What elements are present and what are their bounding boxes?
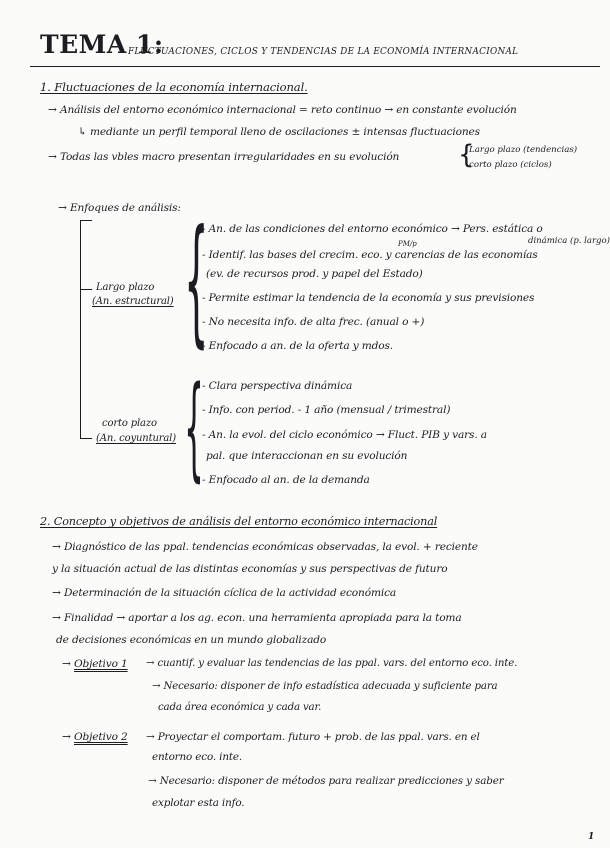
s1-line-3: → Todas las vbles macro presentan irregularidades en su evolución: [48, 151, 400, 163]
long-item-4: - No necesita info. de alta frec. (anual o +): [202, 316, 425, 328]
objective1-arrow: →: [62, 658, 71, 670]
long-term-sublabel: (An. estructural): [92, 296, 174, 307]
objective2-line-1: → Proyectar el comportam. futuro + prob. de las ppal. vars. en el: [146, 731, 480, 743]
tree-long-branch: [80, 289, 92, 290]
short-item-2: - Info. con period. - 1 año (mensual / trimestral): [202, 404, 451, 416]
tree-trunk: [80, 220, 81, 438]
objective1-label: Objetivo 1: [74, 658, 128, 670]
tree-short-branch: [80, 438, 92, 439]
long-item-2: - Identif. las bases del crecim. eco. y carencias de las economías: [202, 249, 538, 261]
objective1-line-1: → cuantif. y evaluar las tendencias de las ppal. vars. del entorno eco. inte.: [146, 658, 518, 669]
s2-line-5: de decisiones económicas en un mundo globalizado: [56, 634, 327, 646]
page-number: 1: [588, 832, 595, 842]
s1-line-2: ↳ mediante un perfil temporal lleno de oscilaciones ± intensas fluctuaciones: [78, 126, 480, 138]
long-item-3: - Permite estimar la tendencia de la economía y sus previsiones: [202, 292, 535, 304]
long-item-2b: (ev. de recursos prod. y papel del Estado): [206, 268, 423, 280]
objective2-line-2: entorno eco. inte.: [152, 751, 243, 763]
page-title: TEMA 1:: [40, 30, 164, 59]
short-term-sublabel: (An. coyuntural): [96, 433, 176, 444]
brace-label-short: corto plazo (ciclos): [469, 160, 552, 170]
short-item-4: - Enfocado al an. de la demanda: [202, 474, 370, 486]
tree-top-branch: [80, 220, 92, 221]
long-item-5: - Enfocado a an. de la oferta y mdos.: [202, 340, 394, 352]
objective1-line-3: cada área económica y cada var.: [158, 702, 322, 713]
long-item-1b: dinámica (p. largo): [528, 236, 610, 246]
long-term-brace-icon: {: [184, 200, 209, 361]
objective2-line-3: → Necesario: disponer de métodos para realizar predicciones y saber: [148, 775, 504, 787]
short-item-1: - Clara perspectiva dinámica: [202, 380, 353, 392]
short-term-brace-icon: {: [184, 363, 204, 493]
page-subtitle: FLUCTUACIONES, CICLOS Y TENDENCIAS DE LA ECONOMÍA INTERNACIONAL: [128, 47, 519, 57]
brace-icon: {: [458, 140, 475, 170]
s2-line-1: → Diagnóstico de las ppal. tendencias económicas observadas, la evol. + reciente: [52, 541, 478, 553]
brace-label-long: Largo plazo (tendencias): [469, 145, 578, 155]
objective2-arrow: →: [62, 731, 71, 743]
superscript-note: PM/p: [398, 240, 417, 248]
s2-line-4: → Finalidad → aportar a los ag. econ. una herramienta apropiada para la toma: [52, 612, 462, 624]
objective2-line-4: explotar esta info.: [152, 797, 245, 809]
approaches-label: → Enfoques de análisis:: [58, 202, 181, 214]
objective2-label: Objetivo 2: [74, 731, 128, 743]
objective1-line-2: → Necesario: disponer de info estadística adecuada y suficiente para: [152, 681, 498, 692]
section2-heading: 2. Concepto y objetivos de análisis del entorno económico internacional: [40, 515, 438, 528]
long-term-label: Largo plazo: [96, 282, 155, 293]
section1-heading: 1. Fluctuaciones de la economía internacional.: [40, 80, 308, 94]
s2-line-2: y la situación actual de las distintas economías y sus perspectivas de futuro: [52, 563, 448, 575]
s1-line-1: → Análisis del entorno económico internacional = reto continuo → en constante evolución: [48, 104, 517, 116]
short-term-label: corto plazo: [102, 418, 157, 429]
s2-line-3: → Determinación de la situación cíclica de la actividad económica: [52, 587, 397, 599]
long-item-1: - An. de las condiciones del entorno económico → Pers. estática o: [202, 223, 543, 235]
short-item-3: - An. la evol. del ciclo económico → Fluct. PIB y vars. a: [202, 429, 487, 441]
short-item-3b: pal. que interaccionan en su evolución: [206, 450, 408, 462]
header-rule: [30, 66, 600, 67]
